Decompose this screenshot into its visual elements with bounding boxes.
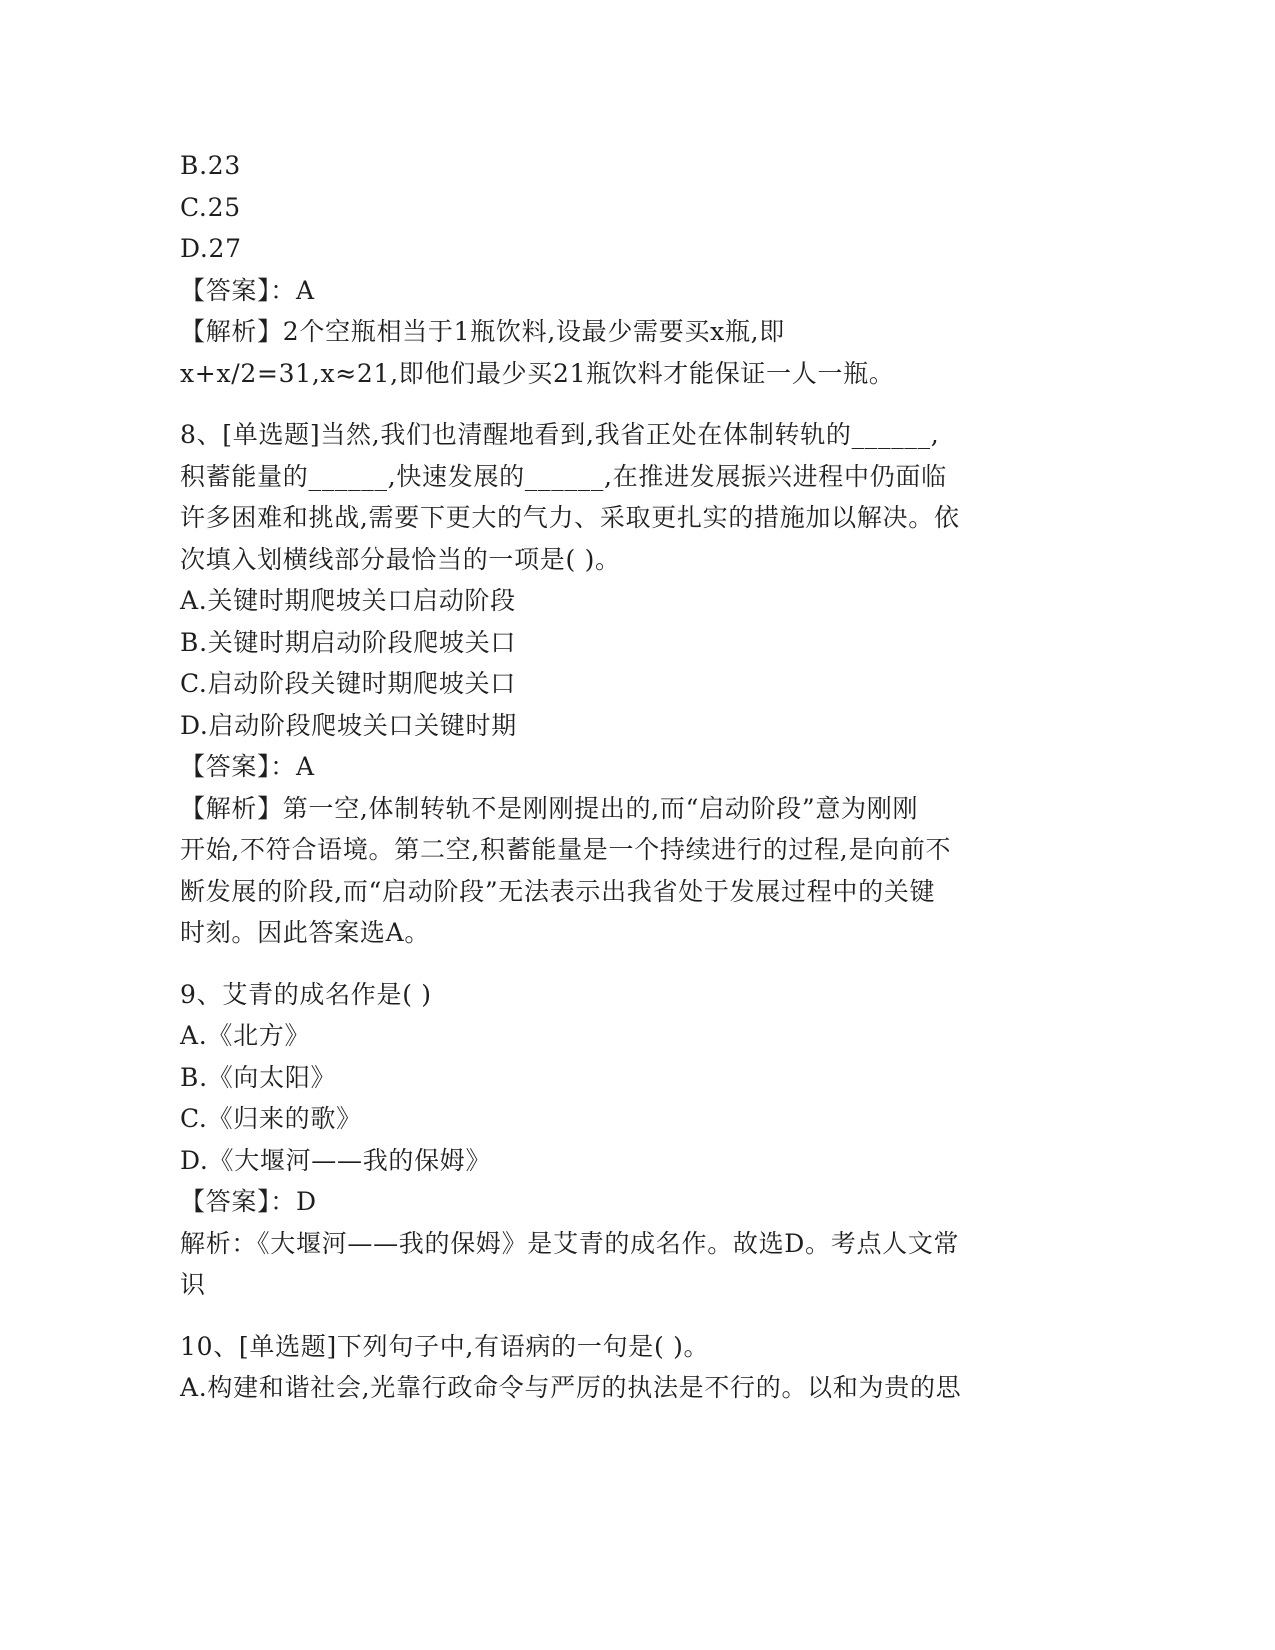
question-10 [180, 1326, 1040, 1409]
analysis-line: 【解析】2个空瓶相当于1瓶饮料,设最少需要买x瓶,即 [180, 317, 786, 346]
option-d: D.启动阶段爬坡关口关键时期 [180, 710, 517, 740]
option-a: A.关键时期爬坡关口启动阶段 [180, 586, 516, 615]
analysis-line: 断发展的阶段,而“启动阶段”无法表示出我省处于发展过程中的关键 [180, 876, 936, 906]
question-8 [180, 414, 1040, 954]
analysis-line: x+x/2=31,x≈21,即他们最少买21瓶饮料才能保证一人一瓶。 [180, 358, 895, 388]
option-c: C.《归来的歌》 [180, 1104, 362, 1133]
analysis-line: 【解析】第一空,体制转轨不是刚刚提出的,而“启动阶段”意为刚刚 [180, 793, 919, 823]
question-stem: 10、[单选题]下列句子中,有语病的一句是( )。 [180, 1331, 710, 1361]
option-b: B.23 [180, 151, 241, 180]
analysis-line: 开始,不符合语境。第二空,积蓄能量是一个持续进行的过程,是向前不 [180, 835, 952, 864]
answer-line: 【答案】：D [180, 1187, 317, 1216]
answer-line: 【答案】：A [180, 752, 315, 781]
analysis-line: 时刻。因此答案选A。 [180, 918, 431, 947]
option-c: C.启动阶段关键时期爬坡关口 [180, 669, 516, 698]
question-stem: 9、艾青的成名作是( ) [180, 979, 432, 1009]
analysis-line: 识 [180, 1270, 206, 1299]
option-a: A.构建和谐社会,光靠行政命令与严厉的执法是不行的。以和为贵的思 [180, 1373, 962, 1402]
option-b: B.《向太阳》 [180, 1062, 337, 1092]
answer-line: 【答案】：A [180, 275, 315, 305]
option-d: D.27 [180, 234, 242, 263]
question-stem-line: 许多困难和挑战,需要下更大的气力、采取更扎实的措施加以解决。依 [180, 503, 960, 532]
analysis-line: 解析：《大堰河——我的保姆》是艾青的成名作。故选D。考点人文常 [180, 1228, 960, 1258]
question-9 [180, 974, 1040, 1306]
page-content [180, 145, 1040, 1409]
question-stem-line: 8、[单选题]当然,我们也清醒地看到,我省正处在体制转轨的______, [180, 420, 940, 449]
option-a: A.《北方》 [180, 1021, 311, 1050]
option-b: B.关键时期启动阶段爬坡关口 [180, 627, 517, 657]
option-c: C.25 [180, 192, 241, 222]
question-stem-line: 次填入划横线部分最恰当的一项是( )。 [180, 544, 621, 574]
option-d: D.《大堰河——我的保姆》 [180, 1145, 492, 1175]
question-7-tail [180, 145, 1040, 394]
question-stem-line: 积蓄能量的______,快速发展的______,在推进发展振兴进程中仍面临 [180, 461, 947, 491]
